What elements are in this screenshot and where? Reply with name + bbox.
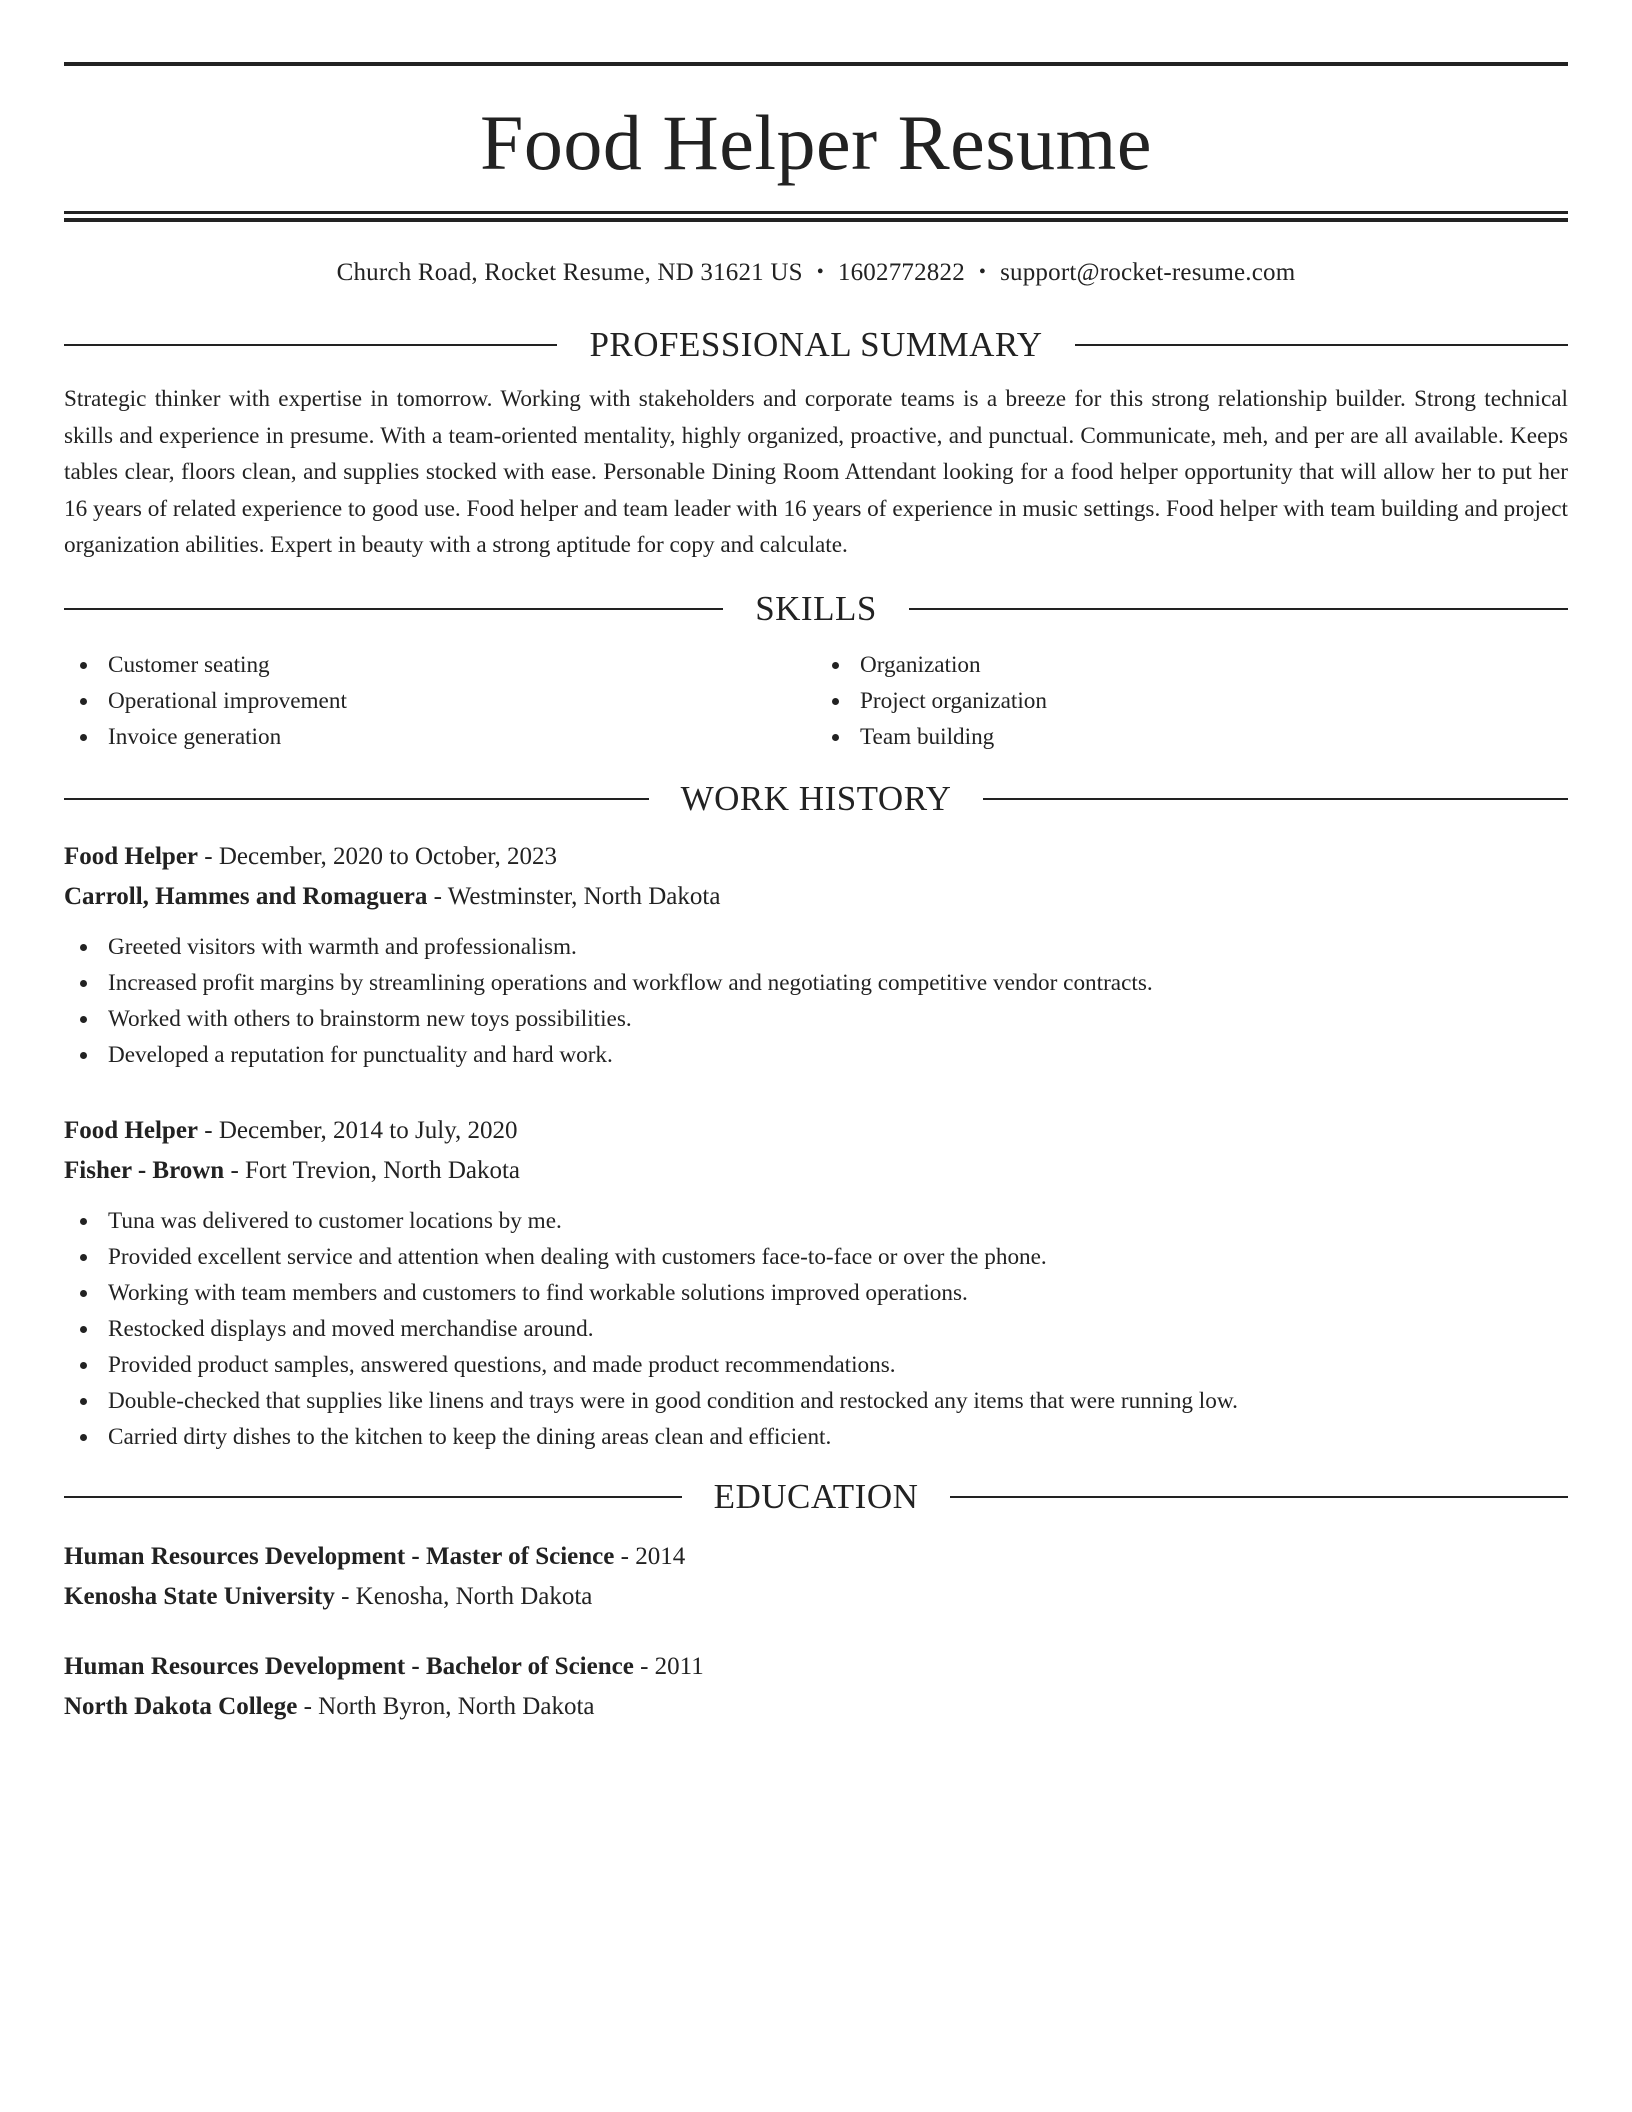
job-duty: Developed a reputation for punctuality and hard work. [64, 1037, 1568, 1073]
contact-line [64, 258, 1568, 289]
job-entry [64, 1111, 1568, 1455]
education-school: North Dakota College [64, 1693, 298, 1721]
education-school-line [64, 1687, 1568, 1727]
dash: - [433, 883, 442, 911]
job-company-line [64, 1151, 1568, 1191]
job-duties-list [64, 1203, 1568, 1455]
job-dates: December, 2020 to October, 2023 [218, 843, 558, 871]
job-duty: Worked with others to brainstorm new toys possibilities. [64, 1001, 1568, 1037]
section-rule-left [64, 608, 723, 610]
education-year: 2011 [654, 1653, 704, 1681]
skill-item: Team building [816, 719, 1568, 755]
section-rule-right [909, 608, 1568, 610]
education-degree: Human Resources Development - Master of Science [64, 1543, 615, 1571]
section-header-summary [64, 323, 1568, 367]
section-title-education: EDUCATION [713, 1477, 919, 1517]
skill-item: Project organization [816, 683, 1568, 719]
section-rule-right [983, 798, 1568, 800]
job-entry [64, 837, 1568, 1073]
education-school-line [64, 1577, 1568, 1617]
job-duty: Working with team members and customers to find workable solutions improved operations. [64, 1275, 1568, 1311]
dash: - [620, 1543, 629, 1571]
section-title-summary: PROFESSIONAL SUMMARY [589, 325, 1043, 364]
job-title: Food Helper [64, 843, 199, 871]
skills-column-left [64, 647, 816, 755]
skill-item: Organization [816, 647, 1568, 683]
dash: - [230, 1157, 239, 1185]
education-location: Kenosha, North Dakota [355, 1583, 593, 1611]
skill-item: Invoice generation [64, 719, 816, 755]
education-degree-line [64, 1537, 1568, 1577]
job-duty: Carried dirty dishes to the kitchen to keep the dining areas clean and efficient. [64, 1419, 1568, 1455]
contact-separator: • [978, 261, 987, 283]
section-rule-left [64, 1496, 682, 1498]
contact-phone: 1602772822 [837, 259, 965, 286]
job-duties-list [64, 929, 1568, 1073]
contact-address: Church Road, Rocket Resume, ND 31621 US [336, 259, 803, 286]
section-rule-right [1075, 344, 1568, 346]
resume-title: Food Helper Resume [480, 99, 1152, 186]
skill-item: Operational improvement [64, 683, 816, 719]
job-title-line [64, 837, 1568, 877]
dash: - [204, 1117, 213, 1145]
job-company-line [64, 877, 1568, 917]
education-degree-line [64, 1647, 1568, 1687]
education-entry [64, 1647, 1568, 1727]
job-location: Fort Trevion, North Dakota [245, 1157, 521, 1185]
job-duty: Tuna was delivered to customer locations by me. [64, 1203, 1568, 1239]
job-dates: December, 2014 to July, 2020 [218, 1117, 518, 1145]
job-duty: Double-checked that supplies like linens and trays were in good condition and restocked any items that were running low. [64, 1383, 1568, 1419]
section-rule-left [64, 798, 649, 800]
title-double-rule [64, 211, 1568, 222]
job-company: Carroll, Hammes and Romaguera [64, 883, 428, 911]
dash: - [204, 843, 213, 871]
top-rule [64, 62, 1568, 66]
section-title-skills: SKILLS [755, 589, 877, 629]
education-entry [64, 1537, 1568, 1617]
contact-separator: • [816, 261, 824, 283]
education-location: North Byron, North Dakota [318, 1693, 595, 1721]
job-duty: Restocked displays and moved merchandise around. [64, 1311, 1568, 1347]
dash: - [640, 1653, 649, 1681]
job-duty: Greeted visitors with warmth and professionalism. [64, 929, 1568, 965]
section-header-work-history [64, 777, 1568, 821]
education-degree: Human Resources Development - Bachelor of Science [64, 1653, 634, 1681]
job-duty: Increased profit margins by streamlining operations and workflow and negotiating competitive vendor contracts. [64, 965, 1568, 1001]
section-rule-right [950, 1496, 1568, 1498]
job-location: Westminster, North Dakota [447, 883, 721, 911]
contact-email: support@rocket-resume.com [1000, 259, 1296, 286]
job-title: Food Helper [64, 1117, 199, 1145]
education-school: Kenosha State University [64, 1583, 335, 1611]
job-title-line [64, 1111, 1568, 1151]
dash: - [341, 1583, 350, 1611]
job-duty: Provided excellent service and attention when dealing with customers face-to-face or over the phone. [64, 1239, 1568, 1275]
job-company: Fisher - Brown [64, 1157, 225, 1185]
section-header-skills [64, 587, 1568, 631]
section-header-education [64, 1475, 1568, 1519]
section-rule-left [64, 344, 557, 346]
skills-column-right [816, 647, 1568, 755]
summary-paragraph: Strategic thinker with expertise in tomorrow. Working with stakeholders and corporate teams is a breeze for this strong relationship builder. Strong technical skills and experience in presume. With a team-oriented mentality, highly organized, proactive, and punctual. Communicate, meh, and per are all available. Keeps tables clear, floors clean, and supplies stocked with ease. Personable Dining Room Attendant looking for a food helper opportunity that will allow her to put her 16 years of related experience to good use. Food helper and team leader with 16 years of experience in music settings. Food helper with team building and project organization abilities. Expert in beauty with a strong aptitude for copy and calculate. [64, 386, 1568, 559]
section-title-work-history: WORK HISTORY [680, 779, 952, 819]
job-duty: Provided product samples, answered questions, and made product recommendations. [64, 1347, 1568, 1383]
skills-list [64, 647, 1568, 755]
education-year: 2014 [635, 1543, 686, 1571]
skill-item: Customer seating [64, 647, 816, 683]
dash: - [303, 1693, 312, 1721]
